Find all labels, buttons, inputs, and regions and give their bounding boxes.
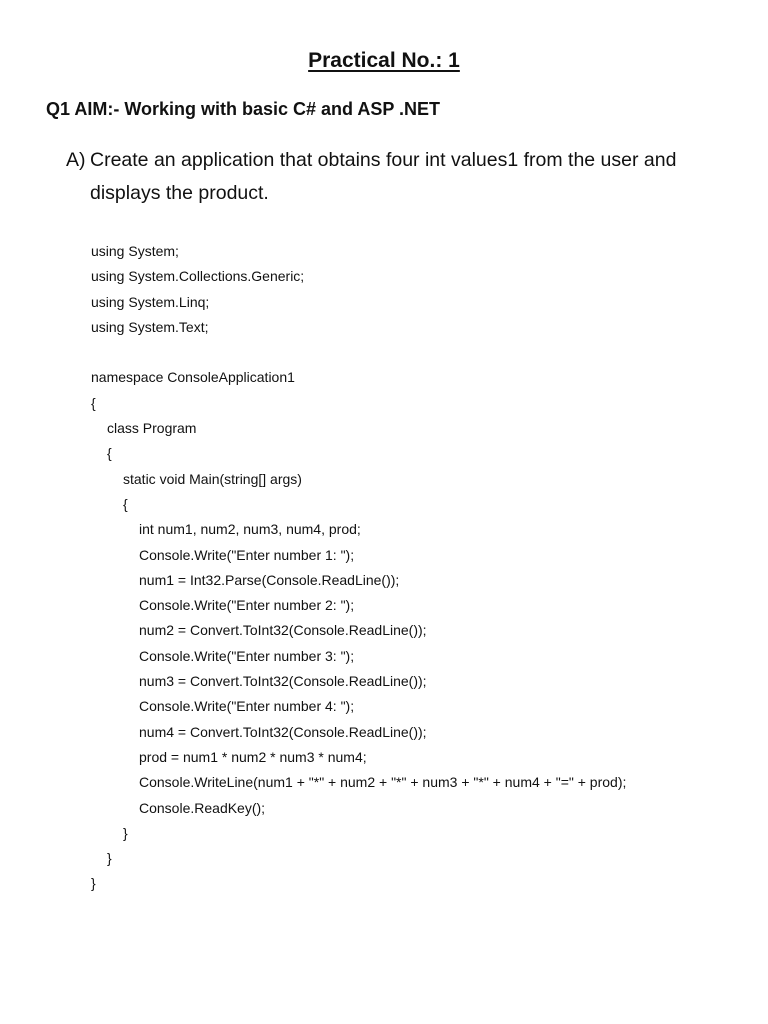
code-line: Console.Write("Enter number 2: ");	[139, 597, 355, 614]
code-line: Console.ReadKey();	[139, 799, 266, 816]
code-line: {	[107, 445, 112, 462]
code-line: }	[107, 850, 112, 867]
page-title: Practical No.: 1	[308, 49, 460, 72]
code-block	[91, 239, 626, 897]
task-marker: A)	[66, 149, 86, 171]
code-line: }	[91, 875, 96, 892]
code-line: num4 = Convert.ToInt32(Console.ReadLine());	[139, 723, 427, 740]
code-line: num3 = Convert.ToInt32(Console.ReadLine());	[139, 673, 427, 690]
task-item	[66, 144, 736, 210]
code-line: {	[123, 495, 128, 512]
code-line: }	[123, 824, 128, 841]
code-line: Console.Write("Enter number 3: ");	[139, 647, 355, 664]
code-line: class Program	[107, 420, 197, 437]
code-line: using System;	[91, 243, 179, 259]
code-line: Console.Write("Enter number 4: ");	[139, 698, 355, 715]
code-line: Console.WriteLine(num1 + "*" + num2 + "*" + num3 + "*" + num4 + "=" + prod);	[139, 774, 627, 791]
code-line: static void Main(string[] args)	[123, 470, 302, 487]
code-line: int num1, num2, num3, num4, prod;	[139, 521, 361, 538]
code-line: namespace ConsoleApplication1	[91, 369, 295, 386]
aim-heading: Q1 AIM:- Working with basic C# and ASP .NET	[46, 99, 441, 119]
code-line: {	[91, 394, 96, 411]
code-line: using System.Collections.Generic;	[91, 268, 305, 285]
task-text: Create an application that obtains four int values1 from the user and displays the product.	[90, 149, 677, 204]
code-line: using System.Linq;	[91, 293, 210, 310]
code-line: num2 = Convert.ToInt32(Console.ReadLine());	[139, 622, 427, 639]
code-line: Console.Write("Enter number 1: ");	[139, 546, 355, 563]
code-line: prod = num1 * num2 * num3 * num4;	[139, 748, 367, 765]
code-line: num1 = Int32.Parse(Console.ReadLine());	[139, 571, 400, 588]
code-line	[91, 340, 626, 365]
code-line: using System.Text;	[91, 318, 209, 335]
